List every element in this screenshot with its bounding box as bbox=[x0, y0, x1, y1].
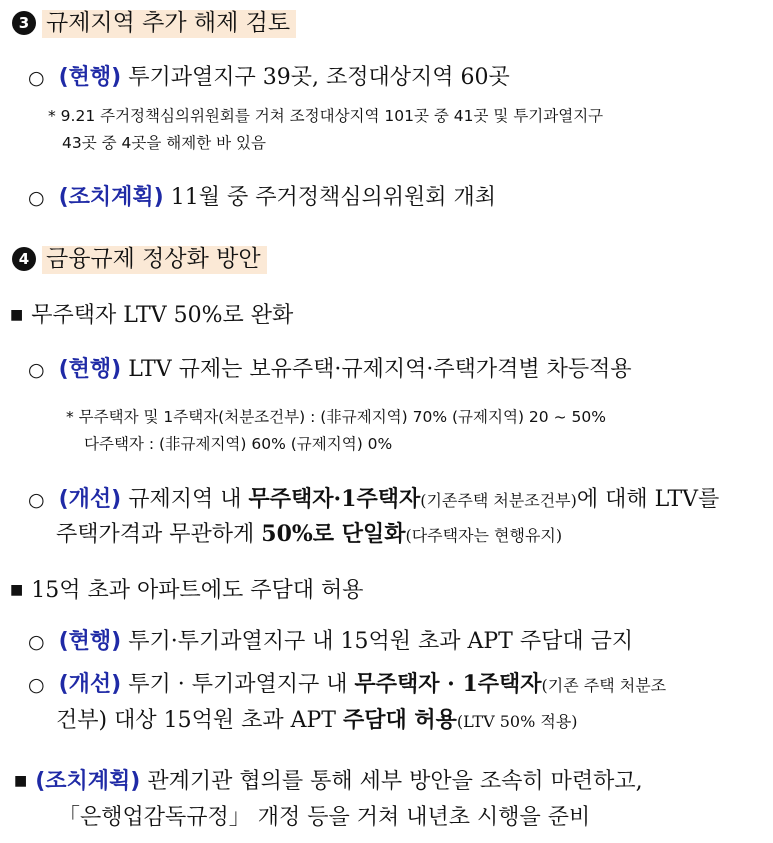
current-text: 투기과열지구 39곳, 조정대상지역 60곳 bbox=[128, 65, 510, 90]
current-label: (현행) bbox=[58, 65, 122, 90]
plan-text: 관계기관 협의를 통해 세부 방안을 조속히 마련하고, bbox=[147, 769, 643, 794]
s4-b2-current-item bbox=[28, 624, 633, 655]
square-bullet-icon: ■ bbox=[14, 773, 28, 789]
s3-note-line-2: 43곳 중 4곳을 해제한 바 있음 bbox=[62, 134, 266, 152]
s4-plan-line-2: 「은행업감독규정」 개정 등을 거쳐 내년초 시행을 준비 bbox=[58, 805, 591, 830]
improve-text: 에 대해 LTV를 bbox=[576, 487, 720, 512]
improve-text-bold: 무주택자 · 1주택자 bbox=[354, 671, 542, 697]
current-label: (현행) bbox=[58, 357, 122, 382]
improve-text: 주택가격과 무관하게 bbox=[56, 522, 262, 547]
circle-bullet-icon: ○ bbox=[28, 489, 45, 511]
current-text: LTV 규제는 보유주택·규제지역·주택가격별 차등적용 bbox=[128, 357, 632, 382]
improve-text-paren: (LTV 50% 적용) bbox=[456, 712, 578, 731]
s3-note-line-1: * 9.21 주거정책심의위원회를 거쳐 조정대상지역 101곳 중 41곳 및 투기과열지구 bbox=[48, 107, 604, 125]
s4-b1-improve-line-2 bbox=[56, 517, 562, 548]
section-title: 규제지역 추가 해제 검토 bbox=[42, 10, 296, 38]
section-number-badge: 3 bbox=[12, 11, 36, 35]
plan-label: (조치계획) bbox=[58, 185, 164, 210]
improve-text: 건부) 대상 15억원 초과 APT bbox=[56, 708, 343, 733]
square-bullet-icon: ■ bbox=[10, 307, 24, 323]
s4-bullet-1 bbox=[10, 298, 293, 329]
circle-bullet-icon: ○ bbox=[28, 359, 45, 381]
improve-label: (개선) bbox=[58, 487, 122, 512]
s4-b1-improve-item bbox=[28, 482, 719, 513]
bullet-title: 15억 초과 아파트에도 주담대 허용 bbox=[31, 578, 364, 603]
circle-bullet-icon: ○ bbox=[28, 67, 45, 89]
section-3-heading bbox=[12, 4, 296, 37]
section-number-badge: 4 bbox=[12, 247, 36, 271]
current-label: (현행) bbox=[58, 629, 122, 654]
improve-text: 투기 · 투기과열지구 내 bbox=[128, 672, 355, 697]
plan-label: (조치계획) bbox=[35, 769, 141, 794]
improve-text-bold: 주담대 허용 bbox=[342, 707, 457, 733]
improve-text-bold: 50%로 단일화 bbox=[261, 521, 406, 547]
improve-text-paren: (기존 주택 처분조 bbox=[541, 676, 667, 695]
circle-bullet-icon: ○ bbox=[28, 631, 45, 653]
s3-plan-item bbox=[28, 180, 496, 211]
s4-b1-note-line-2: 다주택자 : (非규제지역) 60% (규제지역) 0% bbox=[84, 435, 393, 453]
improve-text: 규제지역 내 bbox=[128, 487, 249, 512]
bullet-title: 무주택자 LTV 50%로 완화 bbox=[31, 303, 294, 328]
improve-text-paren: (기존주택 처분조건부) bbox=[420, 491, 577, 510]
s4-b1-current-item bbox=[28, 352, 632, 383]
improve-label: (개선) bbox=[58, 672, 122, 697]
s4-b2-improve-item bbox=[28, 667, 666, 698]
section-title: 금융규제 정상화 방안 bbox=[42, 246, 267, 274]
circle-bullet-icon: ○ bbox=[28, 187, 45, 209]
s3-current-item bbox=[28, 60, 510, 91]
s4-b2-improve-line-2 bbox=[56, 703, 578, 734]
s4-b1-note-line-1: * 무주택자 및 1주택자(처분조건부) : (非규제지역) 70% (규제지역) 20 ~ 50% bbox=[66, 408, 606, 426]
s4-plan-item bbox=[14, 764, 643, 795]
circle-bullet-icon: ○ bbox=[28, 674, 45, 696]
current-text: 투기·투기과열지구 내 15억원 초과 APT 주담대 금지 bbox=[128, 629, 634, 654]
improve-text-paren: (다주택자는 현행유지) bbox=[405, 526, 563, 545]
s4-bullet-2 bbox=[10, 573, 363, 604]
plan-text: 11월 중 주거정책심의위원회 개최 bbox=[170, 185, 496, 210]
square-bullet-icon: ■ bbox=[10, 582, 24, 598]
improve-text-bold: 무주택자·1주택자 bbox=[248, 486, 421, 512]
section-4-heading bbox=[12, 240, 267, 273]
